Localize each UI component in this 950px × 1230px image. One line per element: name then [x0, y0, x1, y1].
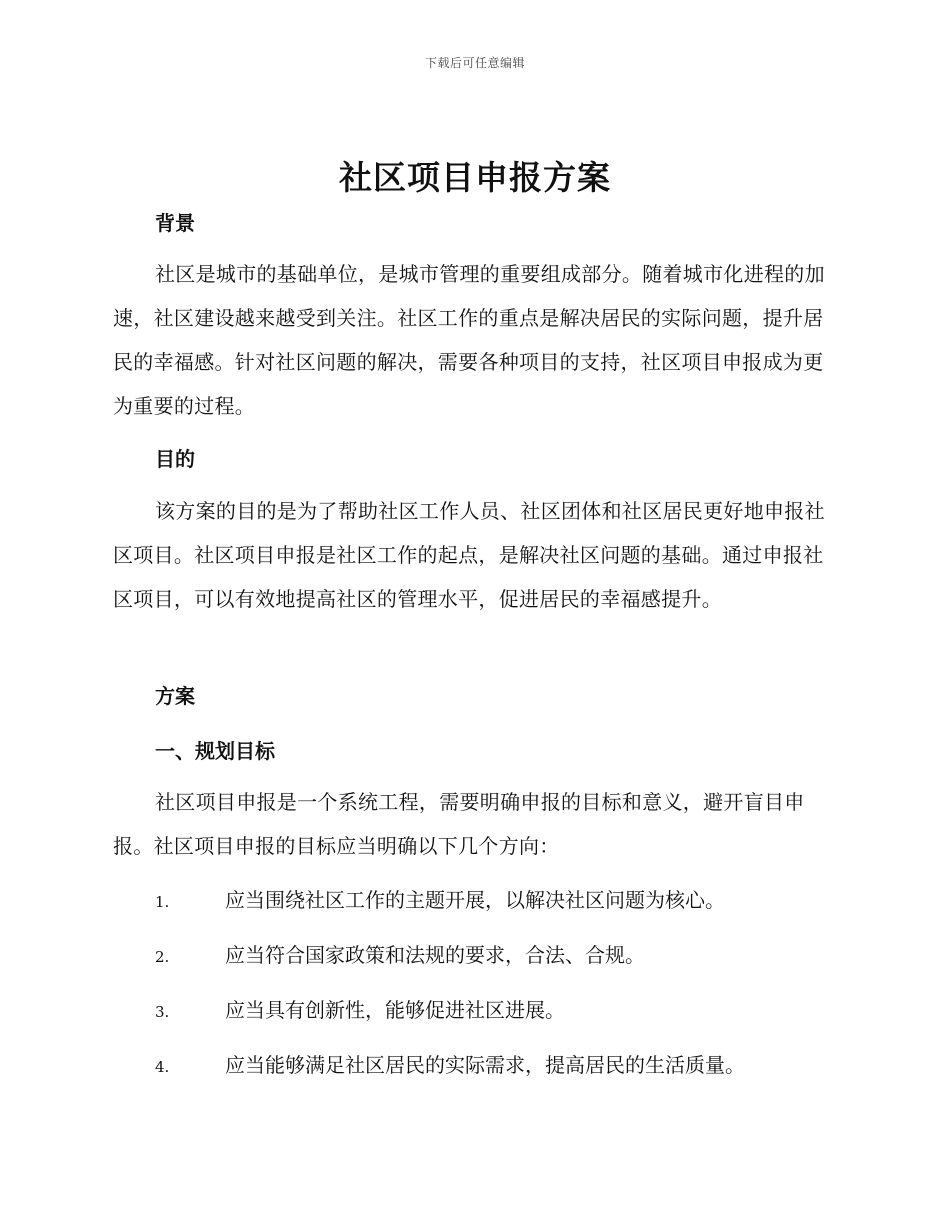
list-item: [155, 995, 835, 1027]
list-item: [155, 885, 835, 917]
list-item-text: 应当符合国家政策和法规的要求，合法、合规。: [225, 943, 645, 967]
list-item-number: 4.: [155, 1058, 170, 1076]
purpose-paragraph: 该方案的目的是为了帮助社区工作人员、社区团体和社区居民更好地申报社区项目。社区项目申报是社区工作的起点，是解决社区问题的基础。通过申报社区项目，可以有效地提高社区的管理水平，促进居民的幸福感提升。: [113, 499, 825, 611]
section-heading-plan: 方案: [155, 684, 195, 708]
list-item-number: 3.: [155, 1003, 170, 1021]
list-item-text: 应当具有创新性，能够促进社区进展。: [225, 998, 565, 1022]
list-item-text: 应当围绕社区工作的主题开展，以解决社区问题为核心。: [225, 888, 725, 912]
section-heading-purpose: 目的: [155, 447, 195, 471]
list-item: [155, 1050, 835, 1082]
list-item-number: 2.: [155, 948, 170, 966]
section-heading-background: 背景: [155, 211, 195, 235]
list-item-number: 1.: [155, 893, 170, 911]
header-note: 下载后可任意编辑: [424, 56, 525, 70]
list-item: [155, 940, 835, 972]
document-title: 社区项目申报方案: [339, 158, 611, 197]
background-paragraph: 社区是城市的基础单位，是城市管理的重要组成部分。随着城市化进程的加速，社区建设越来越受到关注。社区工作的重点是解决居民的实际问题，提升居民的幸福感。针对社区问题的解决，需要各种项目的支持，社区项目申报成为更为重要的过程。: [113, 262, 825, 418]
plan-paragraph: 社区项目申报是一个系统工程，需要明确申报的目标和意义，避开盲目申报。社区项目申报的目标应当明确以下几个方向：: [113, 790, 805, 858]
subheading-planning-goals: 一、规划目标: [155, 739, 275, 763]
list-item-text: 应当能够满足社区居民的实际需求，提高居民的生活质量。: [225, 1053, 745, 1077]
